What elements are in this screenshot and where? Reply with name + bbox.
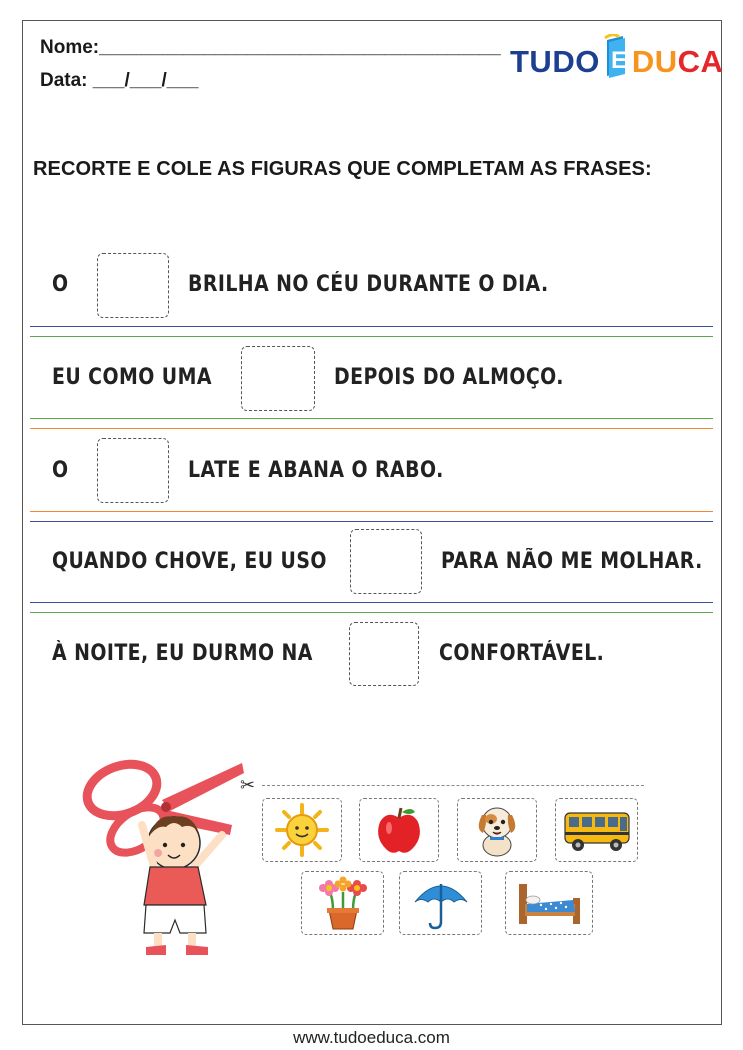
- flower-pot-icon: [315, 874, 371, 932]
- paste-box-5[interactable]: [349, 622, 419, 686]
- name-field-label: Nome:______________________________________: [40, 37, 501, 58]
- sentence-2-after: DEPOIS DO ALMOÇO.: [334, 365, 564, 390]
- cutout-flower-pot[interactable]: [301, 871, 384, 935]
- sentence-4-after: PARA NÃO ME MOLHAR.: [441, 549, 703, 574]
- svg-text:E: E: [610, 47, 628, 74]
- puppy-icon: [469, 801, 525, 859]
- logo-part-tudo: TUDO: [510, 44, 600, 79]
- sentence-4-before: QUANDO CHOVE, EU USO: [52, 549, 327, 574]
- instruction-title: RECORTE E COLE AS FIGURAS QUE COMPLETAM AS FRASES:: [33, 158, 652, 180]
- sentence-3-before: O: [52, 458, 69, 483]
- guide-line: [30, 511, 713, 512]
- guide-line: [30, 602, 713, 603]
- cutout-sun[interactable]: [262, 798, 342, 862]
- umbrella-icon: [411, 874, 471, 932]
- date-field-label: Data: ___/___/___: [40, 70, 199, 91]
- boy-with-scissors-illustration: [82, 755, 247, 960]
- sentence-1-before: O: [52, 272, 69, 297]
- paste-box-3[interactable]: [97, 438, 169, 503]
- guide-line: [30, 418, 713, 419]
- cutout-bus[interactable]: [555, 798, 638, 862]
- guide-line: [30, 326, 713, 327]
- apple-icon: [371, 802, 427, 858]
- cutout-bed[interactable]: [505, 871, 593, 935]
- sentence-5-before: À NOITE, EU DURMO NA: [52, 641, 313, 666]
- cutout-apple[interactable]: [359, 798, 439, 862]
- sentence-1-after: BRILHA NO CÉU DURANTE O DIA.: [188, 272, 549, 297]
- guide-line: [30, 428, 713, 429]
- sentence-3-after: LATE E ABANA O RABO.: [188, 458, 444, 483]
- guide-line: [30, 612, 713, 613]
- cutout-umbrella[interactable]: [399, 871, 482, 935]
- paste-box-4[interactable]: [350, 529, 422, 594]
- footer-url: www.tudoeduca.com: [293, 1028, 450, 1047]
- guide-line: [30, 336, 713, 337]
- paste-box-1[interactable]: [97, 253, 169, 318]
- tudoeduca-logo: [510, 30, 723, 80]
- sun-icon: [274, 802, 330, 858]
- bed-icon: [513, 878, 585, 928]
- sentence-5-after: CONFORTÁVEL.: [439, 641, 605, 666]
- paste-box-2[interactable]: [241, 346, 315, 411]
- sentence-2-before: EU COMO UMA: [52, 365, 212, 390]
- scissors-icon: ✂: [240, 775, 256, 795]
- guide-line: [30, 521, 713, 522]
- cut-line: [262, 785, 644, 786]
- logo-part-duca: DUCA: [631, 44, 724, 79]
- logo-book-e: [601, 34, 631, 80]
- cutout-puppy[interactable]: [457, 798, 537, 862]
- bus-icon: [561, 805, 633, 855]
